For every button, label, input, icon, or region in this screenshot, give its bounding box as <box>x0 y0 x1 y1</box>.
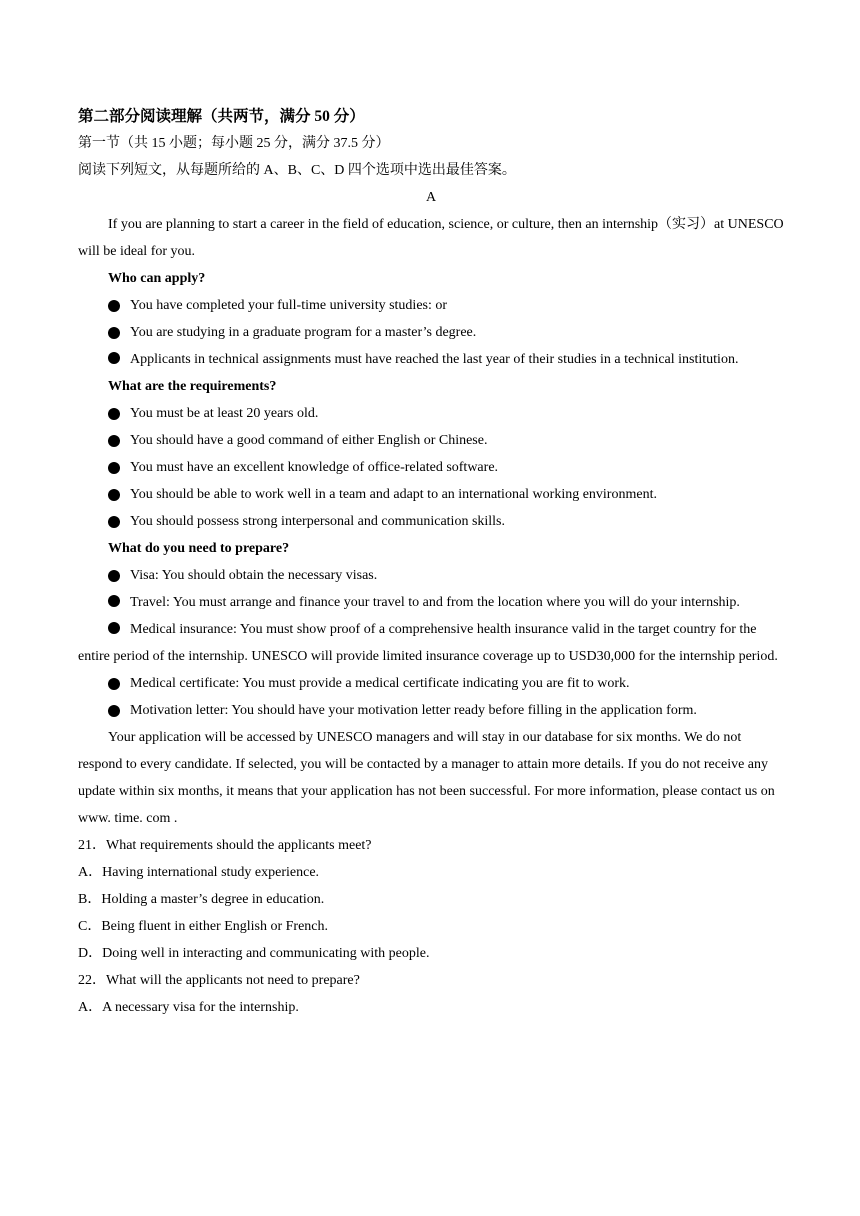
bullet-icon <box>108 462 120 474</box>
list-item: Travel: You must arrange and finance your travel to and from the location where you will do your internship. <box>78 589 784 616</box>
closing-paragraph: Your application will be accessed by UNESCO managers and will stay in our database for six months. We do not respond to every candidate. If selected, you will be contacted by a manager to attain more details. If you do not receive any update within six months, it means that your application has not been successful. For more information, please contact us on www. time. com . <box>78 730 775 826</box>
list-item: Motivation letter: You should have your motivation letter ready before filling in the application form. <box>78 697 784 724</box>
list-item: Medical certificate: You must provide a medical certificate indicating you are fit to work. <box>78 670 784 697</box>
subsection-heading: 第一节（共 15 小题；每小题 25 分，满分 37.5 分） <box>78 136 390 151</box>
bullet-icon <box>108 678 120 690</box>
question-21-option-b: B．Holding a master’s degree in education. <box>78 892 325 907</box>
question-21-stem: 21．What requirements should the applicants meet? <box>78 838 372 853</box>
list-item: You have completed your full-time university studies: or <box>78 292 784 319</box>
question-21-option-c: C．Being fluent in either English or French. <box>78 919 329 934</box>
list-item: Visa: You should obtain the necessary visas. <box>78 562 784 589</box>
list-item: You must be at least 20 years old. <box>78 400 784 427</box>
requirements-heading: What are the requirements? <box>108 379 277 394</box>
list-item: You should have a good command of either English or Chinese. <box>78 427 784 454</box>
bullet-icon <box>108 622 120 634</box>
question-22-stem: 22．What will the applicants not need to prepare? <box>78 973 360 988</box>
bullet-icon <box>108 300 120 312</box>
passage-label: A <box>425 190 437 205</box>
question-21-option-a: A．Having international study experience. <box>78 865 320 880</box>
bullet-icon <box>108 570 120 582</box>
instruction-text: 阅读下列短文，从每题所给的 A、B、C、D 四个选项中选出最佳答案。 <box>78 163 516 178</box>
bullet-icon <box>108 489 120 501</box>
list-item: You are studying in a graduate program for a master’s degree. <box>78 319 784 346</box>
bullet-icon <box>108 595 120 607</box>
list-item: You should be able to work well in a team and adapt to an international working environment. <box>78 481 784 508</box>
bullet-icon <box>108 352 120 364</box>
bullet-icon <box>108 435 120 447</box>
bullet-icon <box>108 327 120 339</box>
bullet-icon <box>108 408 120 420</box>
document-content <box>78 104 784 1021</box>
question-22-option-a: A．A necessary visa for the internship. <box>78 1000 299 1015</box>
question-21-option-d: D．Doing well in interacting and communicating with people. <box>78 946 430 961</box>
intro-paragraph: If you are planning to start a career in the field of education, science, or culture, then an internship（实习）at UNESCO will be ideal for you. <box>78 217 784 259</box>
list-item: Medical insurance: You must show proof of a comprehensive health insurance valid in the target country for the entire period of the internship. UNESCO will provide limited insurance coverage up to USD30,000 for the internship period. <box>78 622 778 664</box>
list-item: You should possess strong interpersonal and communication skills. <box>78 508 784 535</box>
bullet-icon <box>108 705 120 717</box>
list-item: Applicants in technical assignments must have reached the last year of their studies in a technical institution. <box>78 346 784 373</box>
list-item: You must have an excellent knowledge of office-related software. <box>78 454 784 481</box>
bullet-icon <box>108 516 120 528</box>
who-heading: Who can apply? <box>108 271 206 286</box>
section-title: 第二部分阅读理解（共两节，满分 50 分） <box>78 108 365 125</box>
prepare-heading: What do you need to prepare? <box>108 541 290 556</box>
